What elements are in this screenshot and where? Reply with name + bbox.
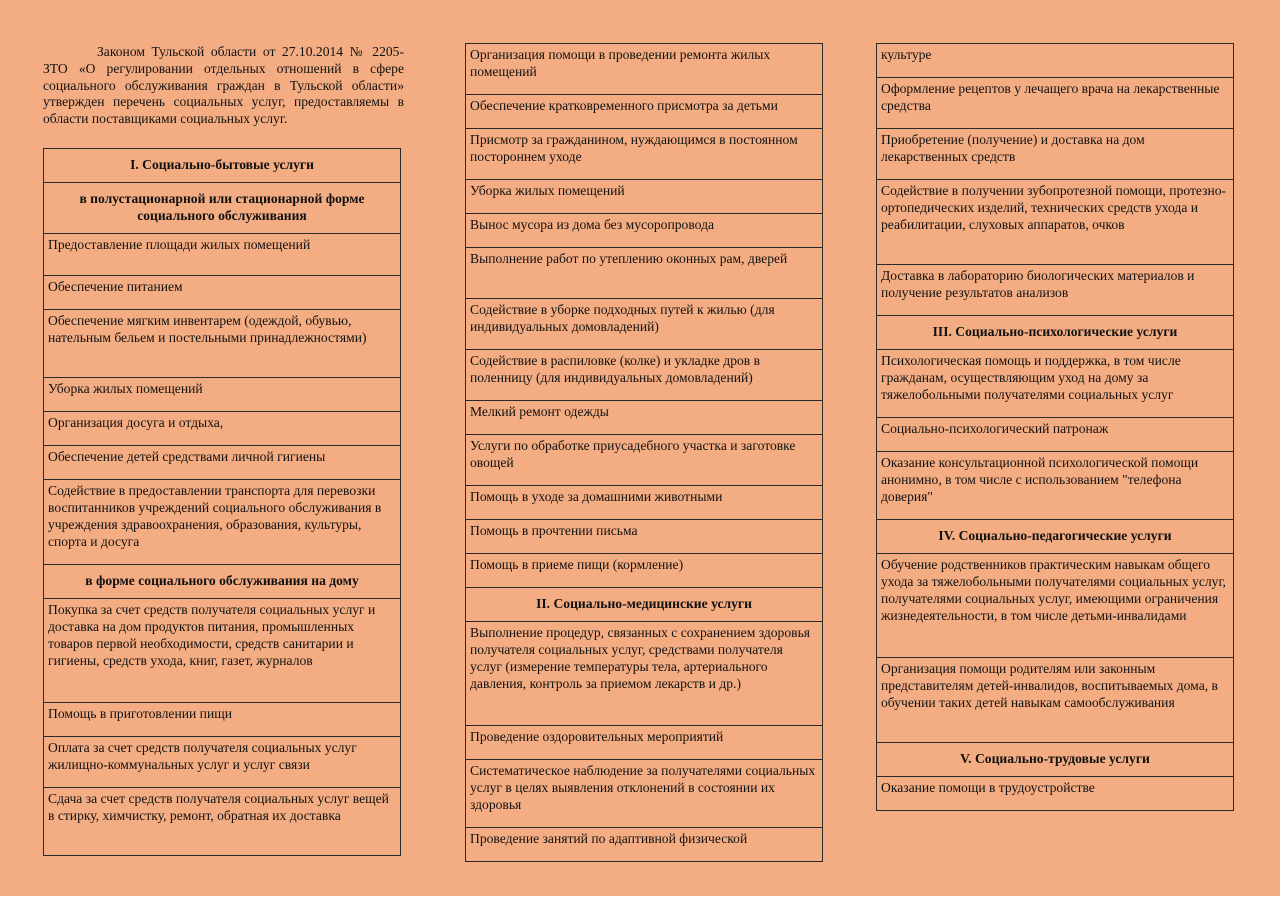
services-column-1	[43, 148, 401, 856]
section-heading: IV. Социально-педагогические услуги	[877, 520, 1234, 554]
section-heading: III. Социально-психологические услуги	[877, 316, 1234, 350]
service-row	[466, 44, 823, 95]
service-row	[466, 760, 823, 828]
service-item: Содействие в уборке подходных путей к жилью (для индивидуальных домовладений)	[466, 299, 823, 350]
service-item: Обеспечение детей средствами личной гигиены	[44, 446, 401, 480]
service-row	[44, 599, 401, 703]
service-row	[466, 299, 823, 350]
service-item: Помощь в приготовлении пищи	[44, 703, 401, 737]
service-row	[877, 180, 1234, 265]
service-item: Обеспечение питанием	[44, 276, 401, 310]
intro-paragraph: Законом Тульской области от 27.10.2014 № 2205-ЗТО «О регулировании отдельных отношений в сфере социального обслуживания граждан в Тульской области» утвержден перечень социальных услуг, предоставляемы в области поставщиками социальных услуг.	[43, 44, 404, 127]
service-row	[877, 78, 1234, 129]
service-row	[466, 350, 823, 401]
service-item: Помощь в приеме пищи (кормление)	[466, 554, 823, 588]
service-row	[466, 435, 823, 486]
service-row	[44, 378, 401, 412]
service-item: Уборка жилых помещений	[466, 180, 823, 214]
service-item: Организация досуга и отдыха,	[44, 412, 401, 446]
service-row	[877, 129, 1234, 180]
section-header-row	[44, 183, 401, 234]
service-item: Оформление рецептов у лечащего врача на лекарственные средства	[877, 78, 1234, 129]
section-heading: I. Социально-бытовые услуги	[44, 149, 401, 183]
service-row	[466, 554, 823, 588]
service-item: Психологическая помощь и поддержка, в том числе гражданам, осуществляющим уход на дому за тяжелобольными получателями социальных услуг	[877, 350, 1234, 418]
service-item: Проведение оздоровительных мероприятий	[466, 726, 823, 760]
service-item: Доставка в лабораторию биологических материалов и получение результатов анализов	[877, 265, 1234, 316]
service-item: Систематическое наблюдение за получателями социальных услуг в целях выявления отклонений в состоянии их здоровья	[466, 760, 823, 828]
section-header-row	[44, 149, 401, 183]
service-item: Содействие в получении зубопротезной помощи, протезно-ортопедических изделий, технических средств ухода и реабилитации, слуховых аппаратов, очков	[877, 180, 1234, 265]
service-item: Обучение родственников практическим навыкам общего ухода за тяжелобольными получателями социальных услуг, получателями социальных услуг, имеющими ограничения жизнедеятельности, в том числе детьми-инвалидами	[877, 554, 1234, 658]
service-item: Выполнение процедур, связанных с сохранением здоровья получателя социальных услуг, средствами получателя услуг (измерение температуры тела, артериального давления, контроль за приемом лекарств и др.)	[466, 622, 823, 726]
service-item: Услуги по обработке приусадебного участка и заготовке овощей	[466, 435, 823, 486]
service-row	[466, 180, 823, 214]
service-item: Помощь в уходе за домашними животными	[466, 486, 823, 520]
section-heading: в форме социального обслуживания на дому	[44, 565, 401, 599]
service-row	[44, 446, 401, 480]
service-row	[44, 480, 401, 565]
section-heading: V. Социально-трудовые услуги	[877, 743, 1234, 777]
service-item: Уборка жилых помещений	[44, 378, 401, 412]
service-row	[466, 726, 823, 760]
service-item: Обеспечение мягким инвентарем (одеждой, обувью, нательным бельем и постельными принадлежностями)	[44, 310, 401, 378]
section-heading: II. Социально-медицинские услуги	[466, 588, 823, 622]
service-item: Выполнение работ по утеплению оконных рам, дверей	[466, 248, 823, 299]
service-row	[877, 418, 1234, 452]
service-item: Оказание консультационной психологической помощи анонимно, в том числе с использованием "телефона доверия"	[877, 452, 1234, 520]
service-row	[44, 703, 401, 737]
service-item: Покупка за счет средств получателя социальных услуг и доставка на дом продуктов питания, промышленных товаров первой необходимости, средств санитарии и гигиены, средств ухода, книг, газет, журналов	[44, 599, 401, 703]
service-row	[877, 265, 1234, 316]
section-header-row	[44, 565, 401, 599]
service-row	[44, 737, 401, 788]
service-item: Вынос мусора из дома без мусоропровода	[466, 214, 823, 248]
section-header-row	[877, 520, 1234, 554]
service-row	[466, 129, 823, 180]
service-row	[44, 276, 401, 310]
service-item: Сдача за счет средств получателя социальных услуг вещей в стирку, химчистку, ремонт, обратная их доставка	[44, 788, 401, 856]
service-row	[466, 248, 823, 299]
service-row	[877, 658, 1234, 743]
service-row	[466, 95, 823, 129]
service-item: Социально-психологический патронаж	[877, 418, 1234, 452]
service-row	[466, 401, 823, 435]
service-item: Приобретение (получение) и доставка на дом лекарственных средств	[877, 129, 1234, 180]
service-item: Организация помощи в проведении ремонта жилых помещений	[466, 44, 823, 95]
service-item: Предоставление площади жилых помещений	[44, 234, 401, 276]
service-row	[466, 214, 823, 248]
service-item: Присмотр за гражданином, нуждающимся в постоянном постороннем уходе	[466, 129, 823, 180]
service-item: Организация помощи родителям или законным представителям детей-инвалидов, воспитываемых дома, в обучении таких детей навыкам самообслуживания	[877, 658, 1234, 743]
service-row	[44, 310, 401, 378]
service-row	[466, 520, 823, 554]
service-row	[877, 350, 1234, 418]
service-row	[877, 452, 1234, 520]
page-bottom-edge	[0, 896, 1280, 905]
service-row	[877, 554, 1234, 658]
service-item: Проведение занятий по адаптивной физической	[466, 828, 823, 862]
service-row	[466, 828, 823, 862]
service-item: Содействие в распиловке (колке) и укладке дров в поленницу (для индивидуальных домовладений)	[466, 350, 823, 401]
section-heading: в полустационарной или стационарной форме социального обслуживания	[44, 183, 401, 234]
service-item: Оказание помощи в трудоустройстве	[877, 777, 1234, 811]
service-row	[466, 486, 823, 520]
service-row	[877, 777, 1234, 811]
service-item: Помощь в прочтении письма	[466, 520, 823, 554]
services-column-3	[876, 43, 1234, 811]
section-header-row	[877, 316, 1234, 350]
service-row	[466, 622, 823, 726]
service-row	[44, 234, 401, 276]
service-item: Оплата за счет средств получателя социальных услуг жилищно-коммунальных услуг и услуг связи	[44, 737, 401, 788]
services-column-2	[465, 43, 823, 862]
section-header-row	[877, 743, 1234, 777]
section-header-row	[466, 588, 823, 622]
service-item: Содействие в предоставлении транспорта для перевозки воспитанников учреждений социального обслуживания в учреждения здравоохранения, образования, культуры, спорта и досуга	[44, 480, 401, 565]
service-item: культуре	[877, 44, 1234, 78]
service-row	[44, 788, 401, 856]
service-item: Мелкий ремонт одежды	[466, 401, 823, 435]
service-row	[44, 412, 401, 446]
service-row	[877, 44, 1234, 78]
service-item: Обеспечение кратковременного присмотра за детьми	[466, 95, 823, 129]
